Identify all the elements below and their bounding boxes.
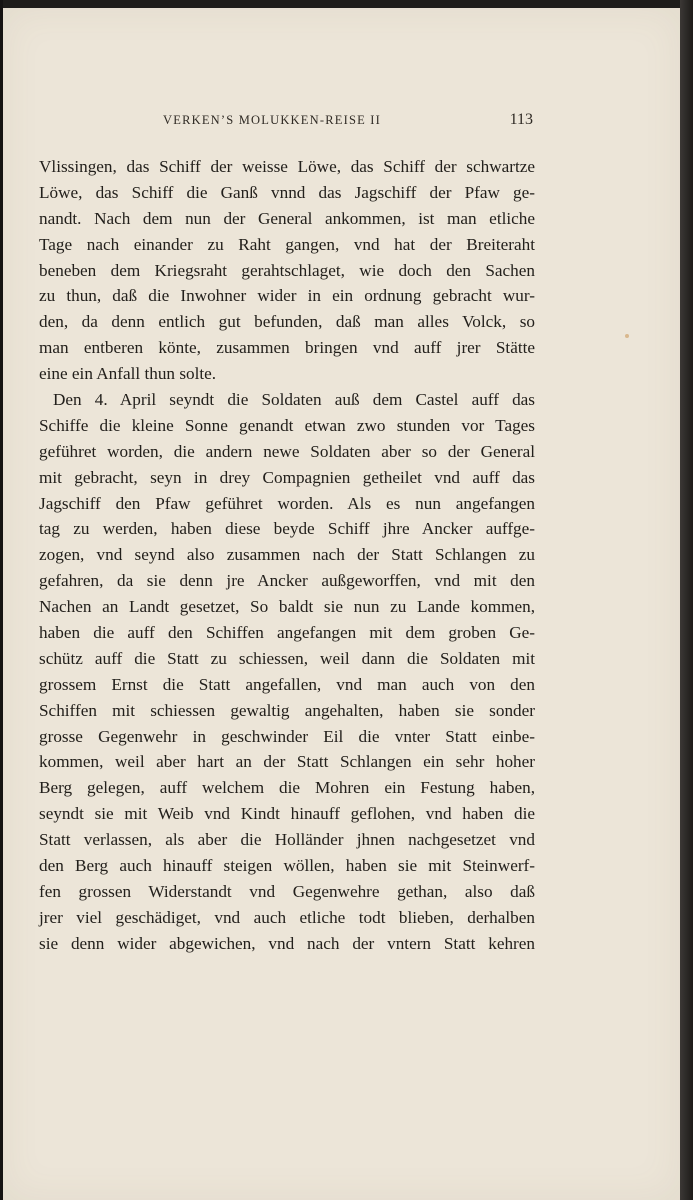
book-page — [3, 8, 680, 1200]
page-number: 113 — [509, 111, 533, 128]
text-line: gefahren, da sie denn jre Ancker außgeworffen, vnd mit den — [39, 571, 535, 591]
text-line: Tage nach einander zu Raht gangen, vnd hat der Breiteraht — [39, 234, 535, 254]
text-line: geführet worden, die andern newe Soldaten aber so der General — [39, 441, 535, 461]
text-line: haben die auff den Schiffen angefangen mit dem groben Ge- — [39, 623, 535, 643]
text-line: eine ein Anfall thun solte. — [39, 364, 217, 384]
text-line: den, da denn entlich gut befunden, daß man alles Volck, so — [39, 312, 535, 332]
text-line: zogen, vnd seynd also zusammen nach der Statt Schlangen zu — [39, 545, 535, 565]
text-line: beneben dem Kriegsraht gerahtschlaget, wie doch den Sachen — [39, 260, 535, 280]
text-line: Vlissingen, das Schiff der weisse Löwe, das Schiff der schwartze — [39, 157, 535, 176]
text-line: zu thun, daß die Inwohner wider in ein ordnung gebracht wur- — [39, 286, 535, 306]
text-line: kommen, weil aber hart an der Statt Schlangen ein sehr hoher — [39, 752, 535, 772]
text-line: man entberen könte, zusammen bringen vnd auff jrer Stätte — [39, 338, 535, 358]
text-line: Jagschiff den Pfaw geführet worden. Als es nun angefangen — [39, 493, 535, 513]
scan-border-right — [680, 0, 693, 1200]
text-line: Den 4. April seyndt die Soldaten auß dem Castel auff das — [53, 390, 535, 410]
running-title: VERKEN’S MOLUKKEN-REISE II — [163, 113, 381, 127]
text-line: Statt verlassen, als aber die Holländer jhnen nachgesetzet vnd — [39, 830, 535, 850]
text-line: Berg gelegen, auff welchem die Mohren ein Festung haben, — [39, 778, 535, 798]
text-line: grosse Gegenwehr in geschwinder Eil die vnter Statt einbe- — [39, 726, 535, 746]
text-line: tag zu werden, haben diese beyde Schiff jhre Ancker auffge- — [39, 519, 535, 539]
text-line: grossem Ernst die Statt angefallen, vnd man auch von den — [39, 674, 535, 694]
body-text — [39, 154, 535, 957]
text-line: seyndt sie mit Weib vnd Kindt hinauff geflohen, vnd haben die — [39, 804, 535, 824]
text-line: schütz auff die Statt zu schiessen, weil dann die Soldaten mit — [39, 648, 535, 668]
paper-speck — [625, 334, 629, 338]
running-header — [163, 111, 533, 137]
text-line: nandt. Nach dem nun der General ankommen, ist man etliche — [39, 208, 535, 228]
text-line: Schiffen mit schiessen gewaltig angehalten, haben sie sonder — [39, 700, 535, 720]
text-line: fen grossen Widerstandt vnd Gegenwehre gethan, also daß — [39, 881, 535, 901]
text-line: sie denn wider abgewichen, vnd nach der vntern Statt kehren — [39, 933, 535, 953]
text-line: mit gebracht, seyn in drey Compagnien getheilet vnd auff das — [39, 467, 535, 487]
text-line: den Berg auch hinauff steigen wöllen, haben sie mit Steinwerf- — [39, 856, 535, 876]
text-line: Schiffe die kleine Sonne genandt etwan zwo stunden vor Tages — [39, 415, 535, 435]
text-line: Löwe, das Schiff die Ganß vnnd das Jagschiff der Pfaw ge- — [39, 182, 535, 202]
text-line: Nachen an Landt gesetzet, So baldt sie nun zu Lande kommen, — [39, 597, 535, 617]
text-line: jrer viel geschädiget, vnd auch etliche todt blieben, derhalben — [39, 907, 535, 927]
